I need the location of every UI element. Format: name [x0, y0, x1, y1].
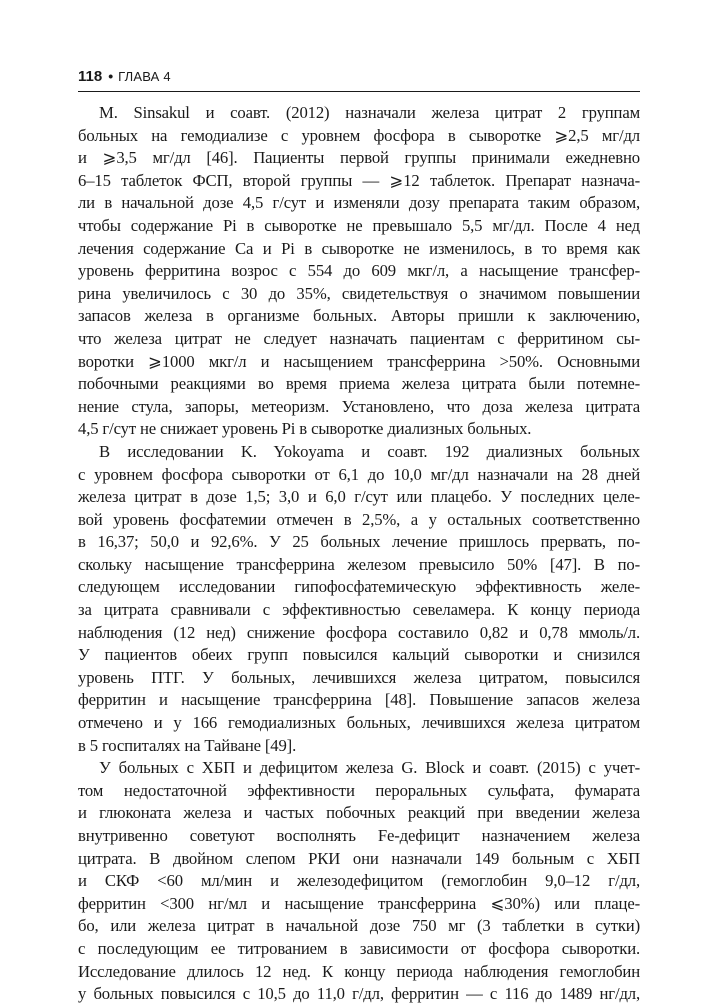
- text-line: бо, или железа цитрат в начальной дозе 750 мг (3 таблетки в сутки): [78, 916, 640, 936]
- text-line: 6–15 таблеток ФСП, второй группы — ⩾12 таблеток. Препарат назнача-: [78, 170, 640, 190]
- running-head: [78, 66, 640, 92]
- text-line: с последующим ее титрованием в зависимости от фосфора сыворотки.: [78, 938, 640, 958]
- text-line: воротки ⩾1000 мкг/л и насыщением трансферрина >50%. Основными: [78, 351, 640, 371]
- text-line: уровень ПТГ. У больных, лечившихся железа цитратом, повысился: [78, 667, 640, 687]
- text-line: внутривенно советуют восполнять Fe-дефицит назначением железа: [78, 826, 640, 845]
- text-line: ферритин <300 нг/мл и насыщение трансферрина ⩽30%) или плаце-: [78, 893, 640, 913]
- text-line: ли в начальной дозе 4,5 г/сут и изменяли дозу препарата таким образом,: [78, 193, 640, 213]
- text-line: и глюконата железа и частых побочных реакций при введении железа: [78, 803, 640, 823]
- text-line: лечения содержание Ca и Pi в сыворотке не изменилось, в то время как: [78, 238, 640, 258]
- chapter-label: ГЛАВА 4: [118, 69, 171, 84]
- header-bullet: •: [108, 68, 114, 84]
- text-line: уровень ферритина возрос с 554 до 609 мкг/л, а насыщение трансфер-: [78, 261, 640, 281]
- text-line: У больных с ХБП и дефицитом железа G. Block и соавт. (2015) с учет-: [99, 758, 640, 778]
- paragraph-3: [78, 757, 640, 1006]
- text-line: 4,5 г/сут не снижает уровень Pi в сыворотке диализных больных.: [78, 419, 532, 439]
- text-line: и СКФ <60 мл/мин и железодефицитом (гемоглобин 9,0–12 г/дл,: [78, 871, 640, 891]
- text-line: и ⩾3,5 мг/дл [46]. Пациенты первой группы принимали ежедневно: [78, 148, 640, 168]
- text-line: запасов железа в организме больных. Авторы пришли к заключению,: [78, 306, 640, 326]
- text-line: отмечено и у 166 гемодиализных больных, лечившихся железа цитратом: [78, 713, 640, 733]
- text-line: в 5 госпиталях на Тайване [49].: [78, 735, 297, 755]
- text-line: больных на гемодиализе с уровнем фосфора в сыворотке ⩾2,5 мг/дл: [78, 125, 640, 145]
- text-line: В исследовании K. Yokoyama и соавт. 192 диализных больных: [99, 441, 640, 461]
- text-line: ферритин и насыщение трансферрина [48]. Повышение запасов железа: [78, 690, 640, 710]
- text-line: что железа цитрат не следует назначать пациентам с ферритином сы-: [78, 328, 640, 348]
- text-line: рина увеличилось с 30 до 35%, свидетельствуя о значимом повышении: [78, 283, 640, 303]
- body-text: [78, 102, 640, 1006]
- text-line: вой уровень фосфатемии отмечен в 2,5%, а у остальных соответственно: [78, 509, 640, 529]
- text-line: железа цитрат в дозе 1,5; 3,0 и 6,0 г/сут или плацебо. У последних целе-: [78, 487, 640, 507]
- text-line: за цитрата сравнивали с эффективностью севеламера. К концу периода: [78, 600, 640, 620]
- text-line: У пациентов обеих групп повысился кальций сыворотки и снизился: [78, 645, 640, 665]
- paragraph-1: [78, 102, 640, 441]
- text-line: Исследование длилось 12 нед. К концу периода наблюдения гемоглобин: [78, 961, 640, 981]
- text-line: наблюдения (12 нед) снижение фосфора составило 0,82 и 0,78 ммоль/л.: [78, 622, 640, 642]
- text-line: с уровнем фосфора сыворотки от 6,1 до 10,0 мг/дл назначали на 28 дней: [78, 464, 640, 484]
- text-line: том недостаточной эффективности пероральных сульфата, фумарата: [78, 780, 640, 800]
- text-line: следующем исследовании гипофосфатемическую эффективность желе-: [78, 577, 640, 597]
- text-line: скольку насыщение трансферрина железом превысило 50% [47]. В по-: [78, 554, 640, 574]
- text-line: цитрата. В двойном слепом РКИ они назначали 149 больным с ХБП: [78, 848, 640, 868]
- text-line: в 16,37; 50,0 и 92,6%. У 25 больных лечение пришлось прервать, по-: [78, 532, 640, 552]
- page: [78, 66, 640, 1006]
- text-line: побочными реакциями во время приема железа цитрата были потемне-: [78, 374, 640, 394]
- text-line: у больных повысился с 10,5 до 11,0 г/дл, ферритин — с 116 до 1489 нг/дл,: [78, 984, 640, 1004]
- text-line: нение стула, запоры, метеоризм. Установлено, что доза железа цитрата: [78, 396, 640, 416]
- paragraph-2: [78, 441, 640, 757]
- text-line: M. Sinsakul и соавт. (2012) назначали железа цитрат 2 группам: [99, 103, 640, 122]
- page-number: 118: [78, 68, 103, 85]
- text-line: чтобы содержание Pi в сыворотке не превышало 5,5 мг/дл. После 4 нед: [78, 215, 640, 235]
